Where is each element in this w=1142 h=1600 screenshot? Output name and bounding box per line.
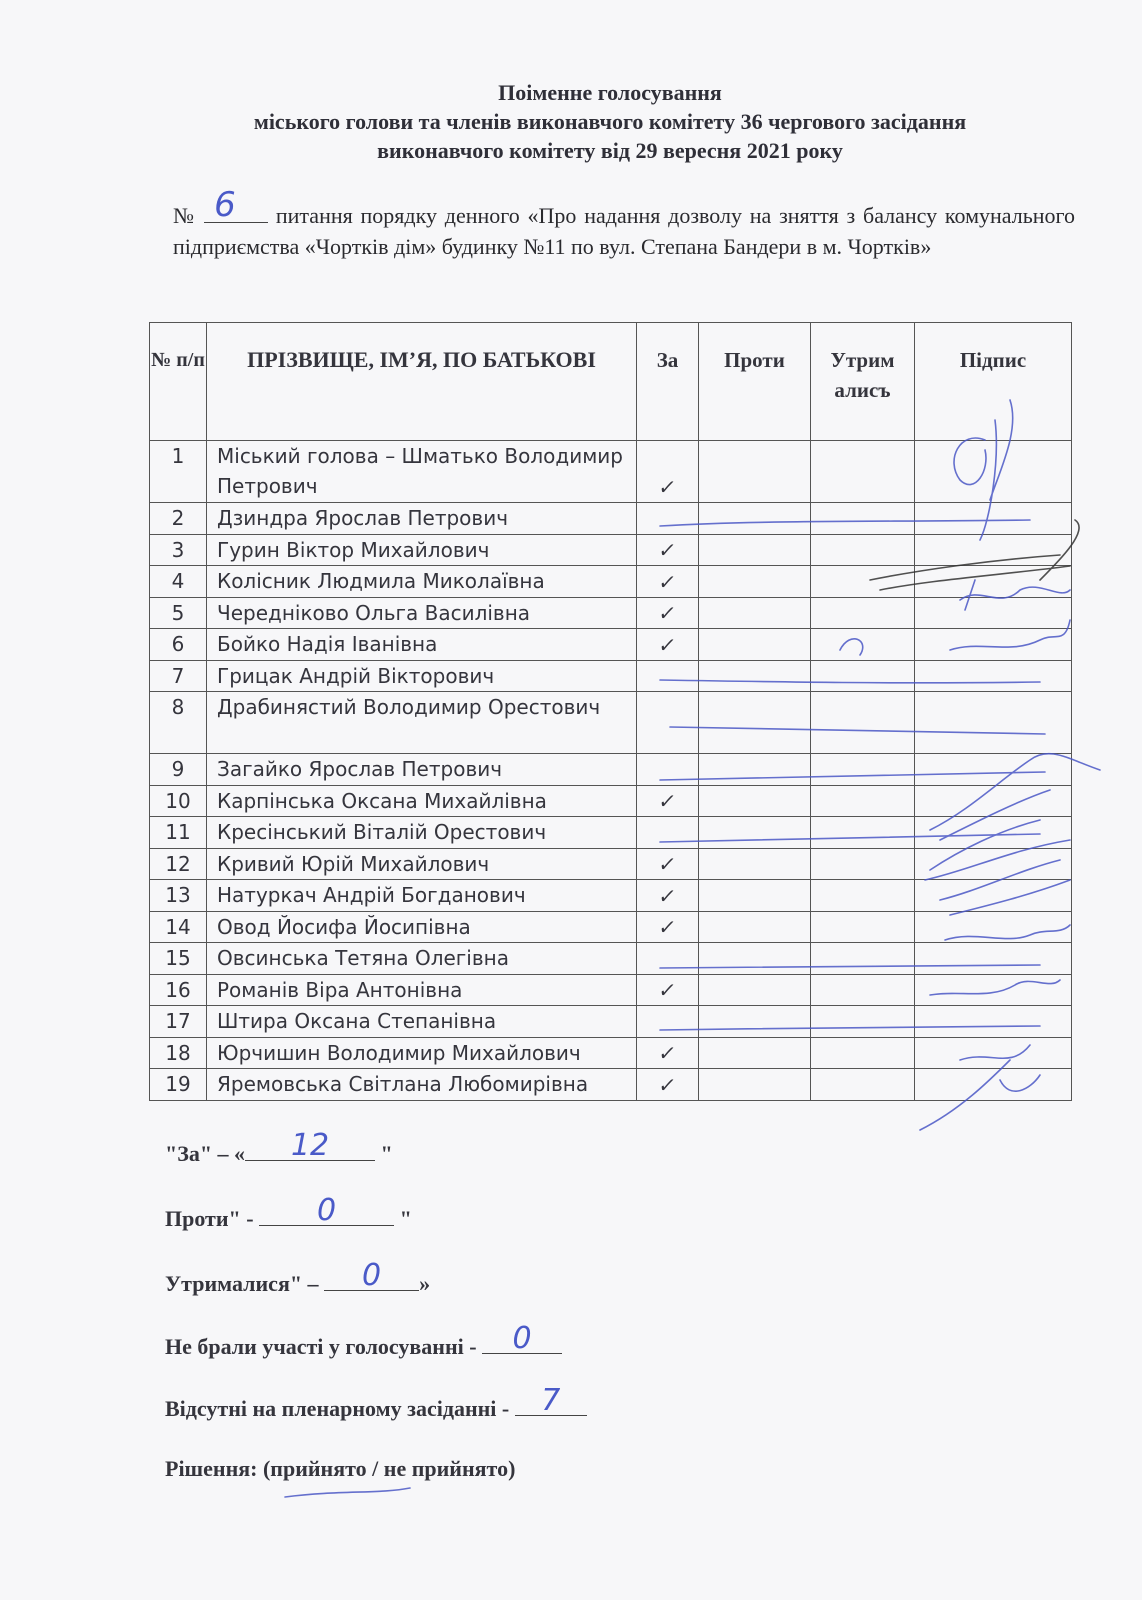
row-name: Юрчишин Володимир Михайлович <box>207 1037 637 1069</box>
table-row <box>150 911 1072 943</box>
total-za-value: 12 <box>290 1128 330 1163</box>
table-row <box>150 441 1072 503</box>
row-proty <box>699 848 811 880</box>
row-name: Овсинська Тетяна Олегівна <box>207 943 637 975</box>
row-signature <box>915 943 1072 975</box>
row-proty <box>699 943 811 975</box>
row-utrym <box>811 911 915 943</box>
total-ne-braly <box>165 1321 562 1360</box>
table-row <box>150 503 1072 535</box>
check-icon: ✓ <box>656 852 678 876</box>
row-za-mark <box>637 692 699 754</box>
row-name: Дзиндра Ярослав Петрович <box>207 503 637 535</box>
row-number: 17 <box>150 1006 207 1038</box>
total-za-label: "За" – « <box>165 1141 246 1166</box>
total-vidsutni <box>165 1383 587 1422</box>
check-icon: ✓ <box>656 1041 678 1065</box>
row-za-mark <box>637 754 699 786</box>
row-za-mark <box>637 943 699 975</box>
row-signature <box>915 754 1072 786</box>
row-signature <box>915 441 1072 503</box>
row-proty <box>699 566 811 598</box>
row-name: Драбинястий Володимир Орестович <box>207 692 637 754</box>
row-signature <box>915 1069 1072 1101</box>
total-ne-braly-label: Не брали участі у голосуванні - <box>165 1334 483 1359</box>
total-vidsutni-field <box>515 1383 587 1418</box>
row-za-mark <box>637 1006 699 1038</box>
table-row <box>150 692 1072 754</box>
row-number: 4 <box>150 566 207 598</box>
total-za-field <box>245 1128 375 1163</box>
row-utrym <box>811 629 915 661</box>
row-signature <box>915 566 1072 598</box>
total-utrym-value: 0 <box>362 1258 382 1293</box>
table-row <box>150 1069 1072 1101</box>
row-proty <box>699 1069 811 1101</box>
row-utrym <box>811 754 915 786</box>
row-name: Бойко Надія Іванівна <box>207 629 637 661</box>
total-za-end: " <box>375 1141 393 1166</box>
vote-table <box>149 322 1072 1101</box>
row-signature <box>915 597 1072 629</box>
row-utrym <box>811 785 915 817</box>
row-proty <box>699 1006 811 1038</box>
row-utrym <box>811 503 915 535</box>
row-utrym <box>811 974 915 1006</box>
document-title <box>150 78 1070 165</box>
row-name: Овод Йосифа Йосипівна <box>207 911 637 943</box>
row-proty <box>699 974 811 1006</box>
row-utrym <box>811 692 915 754</box>
row-za-mark <box>637 1069 699 1101</box>
row-number: 13 <box>150 880 207 912</box>
row-za-mark <box>637 848 699 880</box>
row-name: Романів Віра Антонівна <box>207 974 637 1006</box>
table-row <box>150 943 1072 975</box>
total-proty-end: " <box>394 1206 412 1231</box>
total-utrym-field <box>324 1258 419 1293</box>
agenda-question <box>173 185 1076 262</box>
row-signature <box>915 911 1072 943</box>
title-line-2: міського голови та членів виконавчого комітету 36 чергового засідання <box>253 109 967 134</box>
row-name: Яремовська Світлана Любомирівна <box>207 1069 637 1101</box>
row-number: 18 <box>150 1037 207 1069</box>
table-row <box>150 848 1072 880</box>
row-utrym <box>811 1069 915 1101</box>
row-proty <box>699 660 811 692</box>
table-row <box>150 566 1072 598</box>
row-number: 7 <box>150 660 207 692</box>
row-number: 14 <box>150 911 207 943</box>
row-proty <box>699 534 811 566</box>
total-ne-braly-field <box>482 1321 562 1356</box>
question-text: питання порядку денного «Про надання дозволу на зняття з балансу комунального підприємства «Чортків дім» будинку №11 по вул. Степана Бандери в м. Чортків» <box>173 203 1076 259</box>
row-signature <box>915 848 1072 880</box>
row-utrym <box>811 597 915 629</box>
row-signature <box>915 1006 1072 1038</box>
check-icon: ✓ <box>656 601 678 625</box>
decision-line: Рішення: (прийнято / не прийнято) <box>165 1456 516 1481</box>
row-proty <box>699 880 811 912</box>
row-number: 3 <box>150 534 207 566</box>
row-name: Гурин Віктор Михайлович <box>207 534 637 566</box>
row-number: 19 <box>150 1069 207 1101</box>
table-row <box>150 629 1072 661</box>
total-vidsutni-value: 7 <box>541 1383 561 1418</box>
total-utrym-label: Утрималися" – <box>165 1271 325 1296</box>
row-signature <box>915 880 1072 912</box>
row-za-mark <box>637 785 699 817</box>
table-row <box>150 817 1072 849</box>
row-za-mark <box>637 441 699 503</box>
row-proty <box>699 754 811 786</box>
row-number: 1 <box>150 441 207 503</box>
table-row <box>150 597 1072 629</box>
row-name: Натуркач Андрій Богданович <box>207 880 637 912</box>
row-signature <box>915 1037 1072 1069</box>
row-utrym <box>811 817 915 849</box>
check-icon: ✓ <box>656 475 678 499</box>
row-utrym <box>811 1006 915 1038</box>
row-proty <box>699 503 811 535</box>
row-utrym <box>811 660 915 692</box>
row-za-mark <box>637 629 699 661</box>
decision-underline <box>285 1488 410 1497</box>
check-icon: ✓ <box>656 632 678 657</box>
row-proty <box>699 629 811 661</box>
table-row <box>150 534 1072 566</box>
question-number-handwritten: 6 <box>214 185 236 225</box>
row-number: 16 <box>150 974 207 1006</box>
row-signature <box>915 660 1072 692</box>
row-name: Міський голова – Шматько Володимир Петрович <box>207 441 637 503</box>
check-icon: ✓ <box>656 915 678 939</box>
row-za-mark <box>637 660 699 692</box>
row-utrym <box>811 943 915 975</box>
table-row <box>150 660 1072 692</box>
row-number: 10 <box>150 785 207 817</box>
row-za-mark <box>637 880 699 912</box>
row-proty <box>699 785 811 817</box>
table-row <box>150 754 1072 786</box>
table-row <box>150 1006 1072 1038</box>
table-row <box>150 974 1072 1006</box>
row-number: 5 <box>150 597 207 629</box>
total-ne-braly-value: 0 <box>512 1321 532 1356</box>
row-utrym <box>811 534 915 566</box>
check-icon: ✓ <box>656 1072 678 1097</box>
row-number: 9 <box>150 754 207 786</box>
total-proty <box>165 1193 412 1232</box>
row-proty <box>699 441 811 503</box>
header-signature: Підпис <box>915 323 1072 441</box>
row-name: Кресінський Віталій Орестович <box>207 817 637 849</box>
row-signature <box>915 817 1072 849</box>
row-name: Чередніково Ольга Василівна <box>207 597 637 629</box>
row-number: 12 <box>150 848 207 880</box>
row-za-mark <box>637 566 699 598</box>
total-za <box>165 1128 393 1167</box>
row-number: 6 <box>150 629 207 661</box>
table-row <box>150 1037 1072 1069</box>
title-line-3: виконавчого комітету від 29 вересня 2021 року <box>377 138 843 163</box>
header-number: № п/п <box>150 323 207 441</box>
row-name: Кривий Юрій Михайлович <box>207 848 637 880</box>
check-icon: ✓ <box>656 789 678 813</box>
total-utrymalys <box>165 1258 431 1297</box>
row-proty <box>699 692 811 754</box>
total-proty-label: Проти" - <box>165 1206 260 1231</box>
row-signature <box>915 785 1072 817</box>
row-signature <box>915 503 1072 535</box>
row-za-mark <box>637 503 699 535</box>
header-za: За <box>637 323 699 441</box>
table-row <box>150 785 1072 817</box>
row-name: Грицак Андрій Вікторович <box>207 660 637 692</box>
row-number: 8 <box>150 692 207 754</box>
question-prefix: № <box>173 203 197 228</box>
row-za-mark <box>637 534 699 566</box>
header-utrymalys: Утрим алисъ <box>811 323 915 441</box>
row-za-mark <box>637 597 699 629</box>
check-icon: ✓ <box>656 883 678 908</box>
row-name: Штира Оксана Степанівна <box>207 1006 637 1038</box>
check-icon: ✓ <box>656 569 678 594</box>
total-proty-field <box>259 1193 394 1228</box>
row-number: 2 <box>150 503 207 535</box>
total-vidsutni-label: Відсутні на пленарному засіданні - <box>165 1396 515 1421</box>
row-utrym <box>811 848 915 880</box>
row-utrym <box>811 880 915 912</box>
check-icon: ✓ <box>656 978 678 1002</box>
row-number: 11 <box>150 817 207 849</box>
row-za-mark <box>637 974 699 1006</box>
check-icon: ✓ <box>656 538 678 562</box>
table-row <box>150 880 1072 912</box>
row-signature <box>915 974 1072 1006</box>
row-utrym <box>811 1037 915 1069</box>
row-utrym <box>811 566 915 598</box>
row-name: Карпінська Оксана Михайлівна <box>207 785 637 817</box>
row-name: Загайко Ярослав Петрович <box>207 754 637 786</box>
row-number: 15 <box>150 943 207 975</box>
row-za-mark <box>637 1037 699 1069</box>
total-utrym-end: » <box>419 1271 431 1296</box>
header-proty: Проти <box>699 323 811 441</box>
row-signature <box>915 534 1072 566</box>
row-proty <box>699 911 811 943</box>
question-number-field <box>204 185 268 225</box>
title-line-1: Поіменне голосування <box>498 80 722 105</box>
row-za-mark <box>637 817 699 849</box>
header-name: ПРІЗВИЩЕ, ІМ’Я, ПО БАТЬКОВІ <box>207 323 637 441</box>
row-signature <box>915 629 1072 661</box>
row-utrym <box>811 441 915 503</box>
row-signature <box>915 692 1072 754</box>
row-za-mark <box>637 911 699 943</box>
total-proty-value: 0 <box>317 1193 337 1228</box>
row-proty <box>699 597 811 629</box>
row-proty <box>699 1037 811 1069</box>
row-proty <box>699 817 811 849</box>
row-name: Колісник Людмила Миколаївна <box>207 566 637 598</box>
